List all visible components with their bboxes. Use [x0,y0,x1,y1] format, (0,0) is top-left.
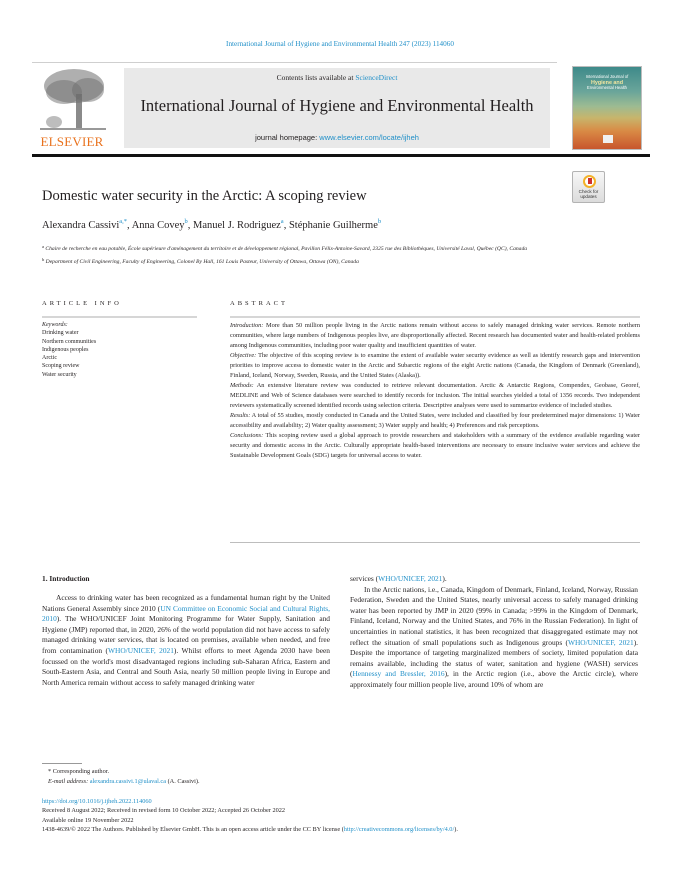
author-affiliation-link[interactable]: a,* [119,218,128,225]
contents-prefix: Contents lists available at [276,73,356,82]
tree-icon [36,66,110,134]
check-for-updates-button[interactable] [572,171,605,203]
keyword: Northern communities [42,338,97,345]
homepage-line [124,133,550,142]
journal-title: International Journal of Hygiene and Environmental Health [140,96,534,115]
journal-banner [124,68,550,148]
author-affiliation-link[interactable]: b [377,218,382,225]
elsevier-logo[interactable] [32,66,112,150]
citation-link[interactable]: WHO/UNICEF, 2021 [567,637,634,647]
body-column-right [350,574,638,691]
email-line: E-mail address: alexandra.cassivi.1@ulaval.ca (A. Cassivi). [48,778,200,785]
abstract-methods: Methods: An extensive literature review was conducted to retrieve relevant documentation. Arctic & Antarctic Regions, Compendex, Geobase, Georef, MEDLINE and Web of Science databases were searched to identify records for inclusion. The initial searches yielded a total of 1356 records. Two independent reviewers systematically screened identified records using selection criteria. Descriptive analyses were used to summarize evidence of included studies. [230,382,640,409]
cover-title [573,75,641,91]
divider [42,316,197,318]
publisher-name: ELSEVIER [40,134,104,149]
body-column-left [42,593,330,688]
keywords-heading: Keywords: [42,322,68,328]
crossmark-icon [583,175,596,188]
author-list: Alexandra Cassivi$^{a,*}$, Anna Covey$^b$, Manuel J. Rodriguez$^a$, Stéphanie Guilherme$^b$ [42,218,382,231]
header-rule [32,154,650,157]
email-link[interactable]: alexandra.cassivi.1@ulaval.ca [89,778,167,785]
keywords-list [42,321,202,379]
available-online: Available online 19 November 2022 [42,816,134,824]
abstract-introduction: Introduction: More than 50 million people living in the Arctic nations remain without access to safely managed drinking water services. Remote northern communities, where large numbers of Indigenous peoples live, are disproportionally affected. Recent research has documented water and health-related problems among Indigenous communities, including poor water quality and insufficient quantities of water. [230,322,640,349]
author-name[interactable]: Stéphanie Guilherme [288,220,378,231]
citation-link[interactable]: UN Committee on Economic Social and Cultural Rights, 2010 [42,603,330,624]
received-dates: Received 8 August 2022; Received in revised form 10 October 2022; Accepted 26 October 2022 [42,807,286,815]
citation-link[interactable]: Hennessy and Bressler, 2016 [352,669,445,679]
abstract-objective: Objective: The objective of this scoping review is to examine the extent of available water security evidence as well as identify research gaps and intervention priorities to improve access to domestic water in the Arctic and Subarctic regions of the eight Arctic nations (Canada, the Kingdom of Denmark (Greenland), Finland, Iceland, Norway, Sweden, Russia, and the United States (Alaska)). [230,352,640,379]
paragraph: services (WHO/UNICEF, 2021). [350,574,447,583]
divider [230,316,640,318]
keyword: Arctic [42,355,57,362]
abstract-conclusions: Conclusions: This scoping review used a global approach to provide researchers and stakeholders with a summary of the evidence available regarding water security and domestic access in the Arctic. Culturally appropriate health-based interventions are necessary to ensure inclusive water services and achieve the Sustainable Development Goals (SDG) targets for universal access to water. [230,432,640,459]
corresponding-author-note: * Corresponding author. [48,768,110,775]
affiliation-b: $^b$ Department of Civil Engineering, Faculty of Engineering, Colonel By Hall, 161 Louis Pasteur, University of Ottawa, Ottawa (ON), Canada [42,256,359,265]
divider [32,62,557,63]
author-name[interactable]: Anna Covey [131,220,185,231]
license-line: 1438-4639/© 2022 The Authors. Published by Elsevier GmbH. This is an open access article under the CC BY license (http://creativecommons.org/licenses/by/4.0/). [42,825,458,833]
divider [230,542,640,543]
article-metadata [42,797,652,834]
keyword: Scoping review [42,363,80,370]
abstract-results: Results: A total of 55 studies, mostly conducted in Canada and the United States, were included and classified by four predetermined major dimensions: 1) Water accessibility and availability; 2) Water quality assessment; 3) Water supply and health; 4) Preferences and risk perceptions. [230,412,640,429]
contents-line [124,73,550,82]
abstract-body [230,321,640,461]
cover-line-2: Hygiene and [590,79,624,86]
paragraph: In the Arctic nations, i.e., Canada, Kingdom of Denmark, Finland, Iceland, Norway, Russian Federation, Sweden and the United States, nearly universal access to safely managed drinking water has been reported by JMP in 2020 (99% in Canada; >99% in the Kingdom of Denmark, Finland, Iceland, Norway and the United States, and 76% in the Russian Federation). In light of uncertainties in national statistics, it has been recognized that disaggregated estimate may not reflect the situation of small populations such as Indigenous groups (WHO/UNICEF, 2021). Despite the importance of targeting marginalized members of society, limited population data remains available, including the status of water, sanitation and hygiene (WASH) services (Hennessy and Bressler, 2016), in the Arctic region (i.e., above the Arctic circle), where approximately four million people live, around 10% of whom are [350,584,638,689]
doi-link[interactable]: https://doi.org/10.1016/j.ijheh.2022.114060 [42,798,152,805]
article-title: Domestic water security in the Arctic: A scoping review [42,188,367,204]
keyword: Indigenous peoples [42,346,89,353]
license-link[interactable]: http://creativecommons.org/licenses/by/4.0/ [343,825,455,833]
crossmark-label: Check for updates [578,189,599,200]
section-heading-introduction: 1. Introduction [42,574,90,583]
keyword: Drinking water [42,330,79,337]
sciencedirect-link[interactable]: ScienceDirect [355,73,398,82]
homepage-link[interactable]: www.elsevier.com/locate/ijheh [319,133,419,142]
abstract-heading: ABSTRACT [230,300,288,307]
affiliation-a: $^a$ Chaire de recherche en eau potable, École supérieure d'aménagement du territoire et de développement régional, Pavillon Félix-Antoine-Savard, 2325 rue des Bibliothèques, Université Laval, Québec (QC), Canada [42,244,528,252]
running-head[interactable]: International Journal of Hygiene and Environmental Health 247 (2023) 114060 [226,40,454,48]
affiliations [42,242,602,267]
footnote-divider [42,763,82,764]
paragraph: Access to drinking water has been recognized as a fundamental human right by the United Nations General Assembly since 2010 (UN Committee on Economic Social and Cultural Rights, 2010). The WHO/UNICEF Joint Monitoring Programme for Water Supply, Sanitation and Hygiene (JMP) reported that, in 2020, 26% of the world population did not have access to safely managed drinking water services, that is located on premises, available when needed, and free from contamination (WHO/UNICEF, 2021). Whilst efforts to meet Agenda 2030 have been focussed on the world's most disadvantaged regions including sub-Saharan Africa, Eastern and South-Eastern Asia, and Central and South Asia, nearly 50 million people living in Europe and North America remain without access to safely managed drinking water [42,593,330,687]
journal-masthead [32,64,650,150]
barcode-icon [603,135,613,143]
cover-line-1: International Journal of [585,74,629,79]
author-affiliation-link[interactable]: b [184,218,188,225]
journal-cover-thumbnail[interactable] [572,66,642,150]
article-info-heading: ARTICLE INFO [42,300,122,307]
citation-link[interactable]: WHO/UNICEF, 2021 [378,574,443,583]
citation-link[interactable]: WHO/UNICEF, 2021 [108,645,174,655]
footnotes [48,767,200,787]
author-affiliation-link[interactable]: a [280,218,284,225]
keyword: Water security [42,371,77,378]
homepage-prefix: journal homepage: [255,133,320,142]
cover-line-3: Environmental Health [586,85,628,91]
author-name[interactable]: Manuel J. Rodriguez [193,220,281,231]
author-name[interactable]: Alexandra Cassivi [42,220,120,231]
